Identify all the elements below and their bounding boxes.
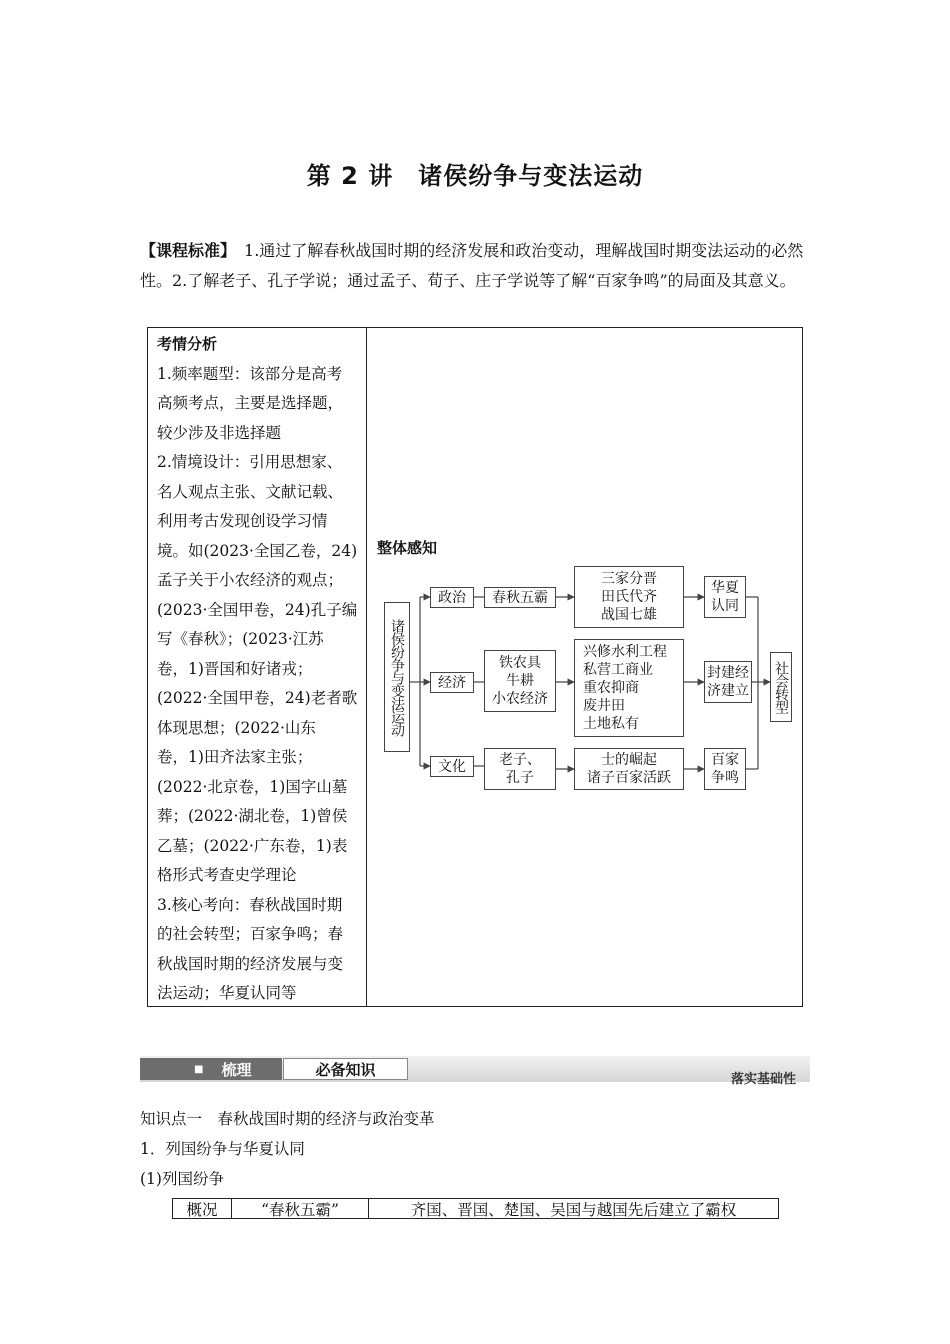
banner-dark (140, 1058, 282, 1080)
politics-result: 华夏 认同 (704, 576, 746, 618)
analysis-column (157, 330, 363, 1009)
analysis-line: 孟子关于小农经济的观点； (157, 571, 344, 589)
politics-detail: 三家分晋 田氏代齐 战国七雄 (574, 566, 684, 628)
analysis-line: (2023·全国甲卷，24)孔子编 (157, 600, 358, 619)
page-title: 第 2 讲 诸侯纷争与变法运动 (306, 162, 644, 190)
analysis-line: 境。如(2023·全国乙卷，24) (157, 541, 358, 560)
culture-result: 百家 争鸣 (704, 748, 746, 790)
banner-right-label: 落实基础性 (730, 1072, 796, 1087)
analysis-line: 法运动；华夏认同等 (157, 984, 297, 1002)
sub-table-cell: 齐国、晋国、楚国、吴国与越国先后建立了霸权 (410, 1200, 737, 1219)
analysis-line: 卷，1)晋国和好诸戎； (157, 659, 313, 678)
analysis-line: 乙墓；(2022·广东卷，1)表 (157, 836, 348, 855)
overview-sub-table (172, 1198, 779, 1219)
overview-label: 整体感知 (377, 539, 438, 557)
analysis-line: 3.核心考向：春秋战国时期 (157, 895, 343, 914)
final-box: 社会转型 (770, 652, 792, 722)
analysis-line: (2022·全国甲卷，24)老者歌 (157, 689, 358, 707)
analysis-line: 的社会转型；百家争鸣；春 (157, 925, 344, 943)
standard-text: 1.通过了解春秋战国时期的经济发展和政治变动，理解战国时期变法运动的必然性。2.了解老子、孔子学说；通过孟子、荀子、庄子学说等了解“百家争鸣”的局面及其意义。 (140, 241, 804, 290)
analysis-line: 利用考古发现创设学习情 (157, 512, 328, 530)
branch-economy: 经济 (430, 672, 474, 693)
economy-detail: 兴修水利工程 私营工商业 重农抑商 废井田 土地私有 (574, 639, 684, 737)
banner-middle-label: 必备知识 (283, 1058, 408, 1080)
culture-detail: 士的崛起 诸子百家活跃 (574, 748, 684, 790)
branch-culture: 文化 (430, 756, 474, 777)
knowledge-point-title: 知识点一 春秋战国时期的经济与政治变革 (140, 1110, 435, 1128)
analysis-line: 格形式考查史学理论 (157, 866, 297, 884)
analysis-line: 体现思想；(2022·山东 (157, 718, 316, 737)
square-icon: ■ (194, 1063, 204, 1075)
knowledge-item-1: 1．列国纷争与华夏认同 (140, 1140, 305, 1158)
analysis-line: 名人观点主张、文献记载、 (157, 482, 344, 501)
knowledge-sub-1: (1)列国纷争 (140, 1170, 224, 1188)
sub-table-cell: “春秋五霸” (232, 1199, 369, 1218)
section-banner (140, 1040, 810, 1087)
branch-politics: 政治 (430, 587, 474, 608)
analysis-line: 1.频率题型：该部分是高考 (157, 364, 343, 383)
course-standard (140, 236, 812, 296)
analysis-table (147, 327, 803, 1007)
banner-left-label: 梳理 (221, 1060, 252, 1079)
analysis-line: 2.情境设计：引用思想家、 (157, 453, 343, 471)
analysis-line: (2022·北京卷，1)国字山墓 (157, 777, 348, 796)
culture-content: 老子、 孔子 (484, 748, 556, 790)
economy-result: 封建经 济建立 (704, 661, 752, 703)
analysis-line: 秋战国时期的经济发展与变 (157, 954, 344, 973)
analysis-line: 写《春秋》；(2023·江苏 (157, 630, 324, 648)
table-divider (366, 328, 367, 1006)
politics-content: 春秋五霸 (484, 587, 556, 608)
economy-content: 铁农具 牛耕 小农经济 (484, 650, 556, 712)
sub-table-cell: 概况 (173, 1199, 232, 1218)
analysis-heading: 考情分析 (157, 335, 218, 353)
analysis-line: 葬；(2022·湖北卷，1)曾侯 (157, 807, 348, 825)
standard-tag: 【课程标准】 (140, 241, 229, 260)
root-box: 诸侯纷争与变法运动 (384, 602, 410, 752)
analysis-line: 较少涉及非选择题 (157, 423, 282, 442)
analysis-line: 高频考点，主要是选择题， (157, 394, 344, 412)
analysis-line: 卷，1)田齐法家主张； (157, 748, 313, 766)
